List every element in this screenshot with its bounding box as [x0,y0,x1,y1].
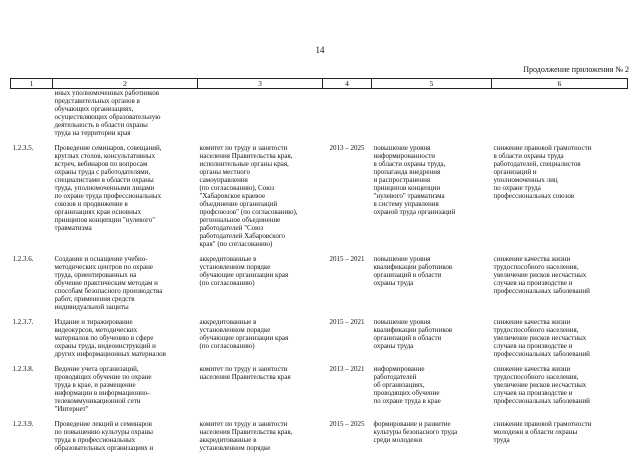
executor-cell: аккредитованные в установленном порядке обучающие организации края (по согласованию) [199,318,289,350]
column-header: 2 [53,79,198,89]
executor-cell: комитет по труду и занятости населения Правительства края, исполнительные органы края, органы местного самоуправления (по согласованию), Союз "Хабаровское краевое объединение организаций профсоюзов" (по согласованию), региональное объединение работодателей "Союз работодателей Хабаровского края" (по согласованию) [199,144,298,248]
column-header: 3 [198,79,323,89]
measure-cell: Проведение лекций и семинаров по повышению культуры охраны труда в профессиональных образовательных организациях и [54,420,154,452]
appendix-caption: Продолжение приложения № 2 [523,65,629,74]
direct-result-cell: информирование работодателей об организациях, проводящих обучение по охране труда в крае [373,365,441,405]
item-number: 1.2.3.5. [12,144,34,152]
column-header: 4 [323,79,372,89]
column-header: 1 [11,79,53,89]
executor-cell: комитет по труду и занятости населения Правительства края [199,365,291,381]
table-row [11,413,628,452]
direct-result-cell: повышение уровня информированности в области охраны труда, пропаганда внедрения и распространения принципов концепции "нулевого" травматизма в систему управления охраной труда организаций [373,144,456,216]
executor-cell: комитет по труду и занятости населения Правительства края, аккредитованные в установленном порядке [199,420,293,452]
period-cell: 2013 – 2025 [329,144,365,152]
period-cell: 2013 – 2021 [329,365,365,373]
item-number: 1.2.3.7. [12,318,34,326]
measure-cell: Издание и тиражирование видеокурсов, методических материалов по обучению в сфере охраны труда, видеоинструкций и других информационных материалов [54,318,166,358]
period-cell: 2015 – 2021 [329,318,365,326]
direct-result-cell: повышение уровня квалификации работников организаций в области охраны труда [373,318,453,350]
period-cell: 2015 – 2025 [329,420,365,428]
final-result-cell: снижение качества жизни трудоспособного населения, увеличение рисков несчастных случаев на производстве и профессиональных заболеваний [493,318,590,358]
measure-cell: Ведение учета организаций, проводящих обучение по охране труда в крае, и размещение информации в информационно- телекоммуникационной сети "Интернет" [54,365,152,413]
table-row [11,137,628,248]
measure-cell: иных уполномоченных работников представительных органов в обучающих организациях, осуществляющих образовательную деятельность в области охраны труда на территории края [54,89,161,137]
item-number: 1.2.3.6. [12,255,34,263]
table-header-row [11,79,628,89]
measures-table [10,78,628,452]
final-result-cell: снижение качества жизни трудоспособного населения, увеличение рисков несчастных случаев на производстве и профессиональных заболеваний [493,365,590,405]
direct-result-cell: формирование и развитие культуры безопасного труда среди молодежи [373,420,458,444]
period-cell: 2015 – 2021 [329,255,365,263]
item-number: 1.2.3.9. [12,420,34,428]
measure-cell: Проведение семинаров, совещаний, круглых столов, консультативных встреч, вебинаров по вопросам охраны труда с работодателями, специалистами в области охраны труда, уполномоченными лицами по охране труда профессиональных союзов и продвижение в организациях края основных принципов концепции "нулевого" травматизма [54,144,162,232]
direct-result-cell: повышение уровня квалификации работников организаций в области охраны труда [373,255,453,287]
final-result-cell: снижение качества жизни трудоспособного населения, увеличение рисков несчастных случаев на производстве и профессиональных заболеваний [493,255,590,295]
table-row [11,311,628,358]
measure-cell: Создание и оснащение учебно- методических центров по охране труда, ориентированных на обучение практическим методам и способам безопасного производства работ, применения средств индивидуальной защиты [54,255,163,311]
table-row-continuation [11,89,628,138]
executor-cell: аккредитованные в установленном порядке обучающие организации края (по согласованию) [199,255,289,287]
page-number: 14 [315,45,325,55]
final-result-cell: снижение правовой грамотности в области охраны труда работодателей, специалистов организаций и уполномоченных лиц по охране труда профессиональных союзов [493,144,592,200]
final-result-cell: снижение правовой грамотности молодежи в области охраны труда [493,420,592,444]
column-header: 6 [492,79,628,89]
item-number: 1.2.3.8. [12,365,34,373]
table-row [11,358,628,413]
column-header: 5 [372,79,492,89]
table-row [11,248,628,311]
